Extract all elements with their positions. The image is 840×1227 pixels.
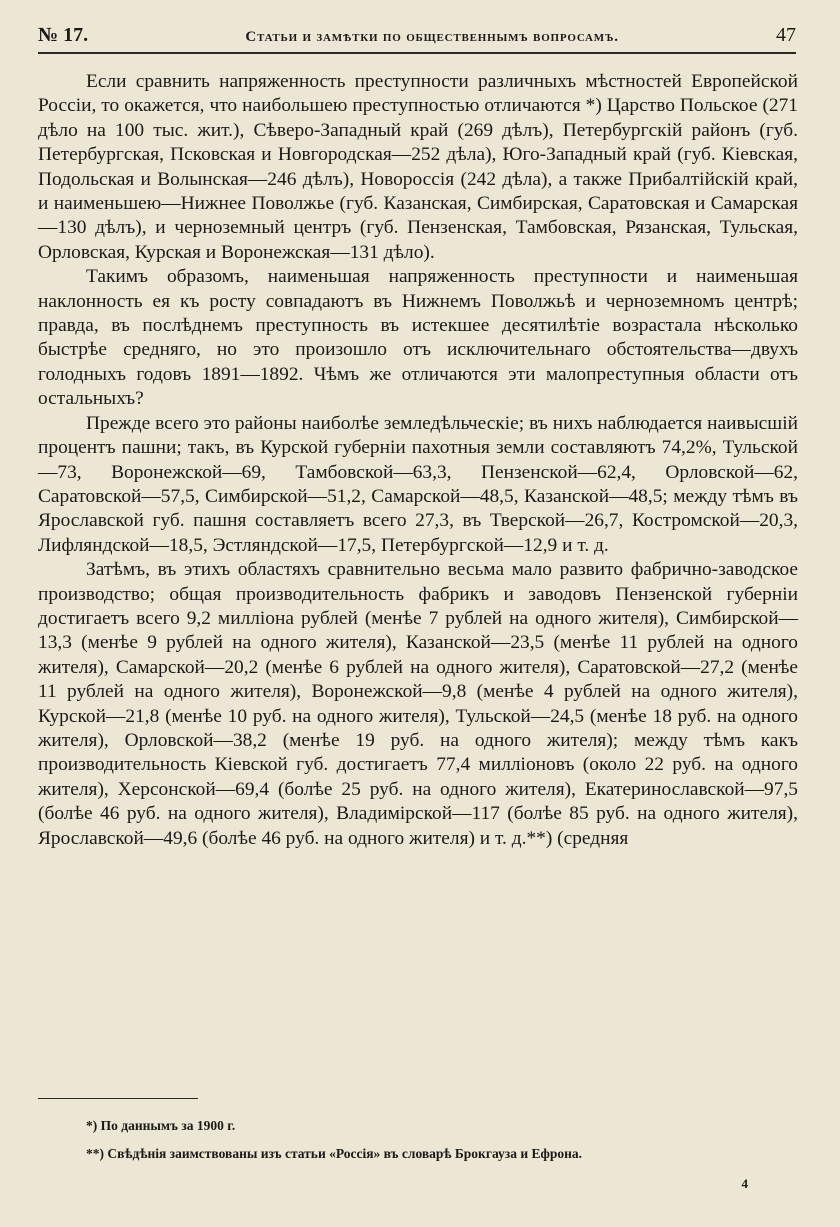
footnote-rule [38, 1098, 198, 1099]
footnote: **) Свѣдѣнія заимствованы изъ статьи «Россія» въ словарѣ Брокгауза и Ефрона. [86, 1146, 582, 1161]
paragraph: Прежде всего это районы наиболѣе земледѣльческіе; въ нихъ наблюдается наивысшій процентъ пашни; такъ, въ Курской губерніи пахотныя земли составляютъ 74,2%, Тульской—73, Воронежской—69, Тамбовской—63,3, Пензенской—62,4, Орловской—62, Саратовской—57,5, Симбирской—51,2, Самарской—48,5, Казанской—48,5; между тѣмъ въ Ярославской губ. пашня составляетъ всего 27,3, въ Тверской—26,7, Костромской—20,3, Лифляндской—18,5, Эстляндской—17,5, Петербургской—12,9 и т. д. [38, 412, 798, 556]
page-number: 47 [776, 24, 796, 46]
running-title: Статьи и замѣтки по общественнымъ вопросамъ. [245, 29, 619, 45]
paragraph: Такимъ образомъ, наименьшая напряженность преступности и наименьшая наклонность ея къ росту совпадаютъ въ Нижнемъ Поволжьѣ и черноземномъ центрѣ; правда, въ послѣднемъ преступность въ истекшее десятилѣтіе возрастала нѣсколько быстрѣе средняго, но это произошло отъ исключительнаго обстоятельства—двухъ голодныхъ годовъ 1891—1892. Чѣмъ же отличаются эти малопреступныя области отъ остальныхъ? [38, 266, 798, 410]
issue-number: № 17. [38, 24, 89, 46]
signature-mark: 4 [741, 1176, 748, 1191]
body-text [38, 70, 798, 851]
paragraph: Если сравнить напряженность преступности различныхъ мѣстностей Европейской Россіи, то окажется, что наибольшею преступностью отличаются *) Царство Польское (271 дѣло на 100 тыс. жит.), Сѣверо-Западный край (269 дѣлъ), Петербургскій районъ (губ. Петербургская, Псковская и Новгородская—252 дѣла), Юго-Западный край (губ. Кіевская, Подольская и Волынская—246 дѣлъ), Новороссія (242 дѣла), а также Прибалтійскій край, и наименьшею—Нижнее Поволжье (губ. Казанская, Симбирская, Саратовская и Самарская—130 дѣлъ), и черноземный центръ (губ. Пензенская, Тамбовская, Рязанская, Тульская, Орловская, Курская и Воронежская—131 дѣло). [38, 71, 798, 263]
footnotes [38, 1112, 798, 1168]
footnote: *) По даннымъ за 1900 г. [86, 1118, 236, 1133]
running-header [38, 24, 796, 54]
paragraph: Затѣмъ, въ этихъ областяхъ сравнительно весьма мало развито фабрично-заводское производство; общая производительность фабрикъ и заводовъ Пензенской губерніи достигаетъ всего 9,2 милліона рублей (менѣе 7 рублей на одного жителя), Симбирской—13,3 (менѣе 9 рублей на одного жителя), Казанской—23,5 (менѣе 11 рублей на одного жителя), Самарской—20,2 (менѣе 6 рублей на одного жителя), Саратовской—27,2 (менѣе 11 рублей на одного жителя), Воронежской—9,8 (менѣе 4 рублей на одного жителя), Курской—21,8 (менѣе 10 руб. на одного жителя), Тульской—24,5 (менѣе 18 руб. на одного жителя), Орловской—38,2 (менѣе 19 руб. на одного жителя); между тѣмъ какъ производительность Кіевской губ. достигаетъ 77,4 милліоновъ (около 22 руб. на одного жителя), Херсонской—69,4 (болѣе 25 руб. на одного жителя), Екатеринославской—97,5 (болѣе 46 руб. на одного жителя), Владимірской—117 (болѣе 85 руб. на одного жителя), Ярославской—49,6 (болѣе 46 руб. на одного жителя) и т. д.**) (средняя [38, 559, 798, 849]
